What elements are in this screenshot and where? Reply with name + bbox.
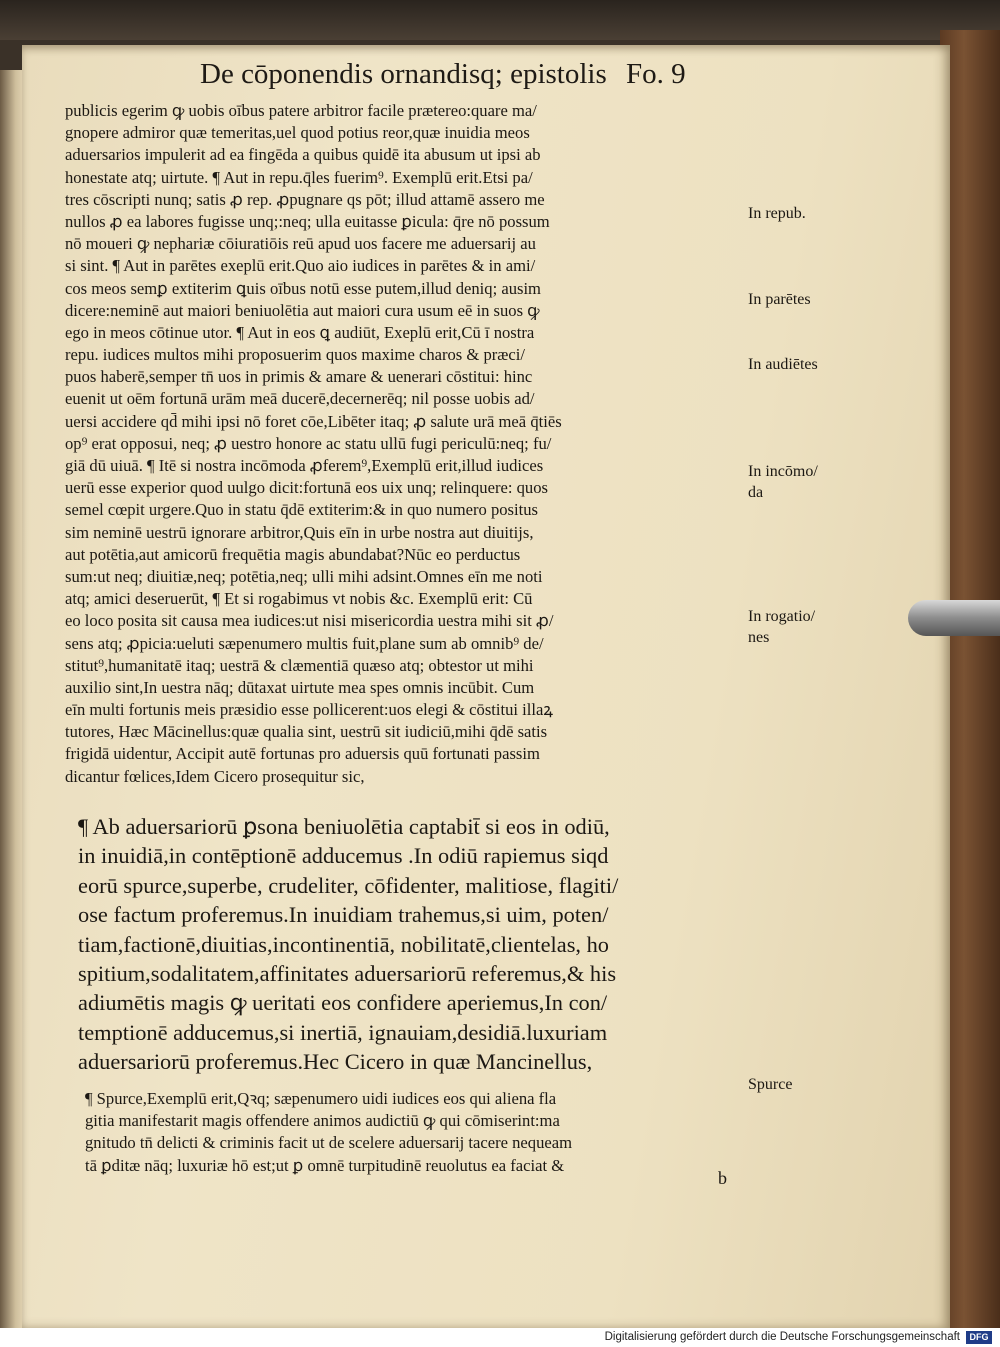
marginal-note-line: In incōmo/ xyxy=(748,463,818,480)
text-line: atq; amici deseruerūt, ¶ Et si rogabimus vt nobis &c. Exemplū erit: Cū xyxy=(65,589,533,609)
dfg-logo-icon: DFG xyxy=(966,1331,992,1344)
commentary-text-block-2 xyxy=(85,1088,765,1177)
text-line: sim neminē uestrū ignorare arbitror,Quis eīn in urbe nostra aut diuitijs, xyxy=(65,522,534,542)
text-line: stitut⁹,humanitatē itaq; uestrā & clæmentiā quæso atq; obtestor ut mihi xyxy=(65,655,534,675)
text-line: giā dū uiuā. ¶ Itē si nostra incōmoda ꝓferem⁹,Exemplū erit,illud iudices xyxy=(65,456,544,475)
text-line: cos meos semꝑ extiterim ꝗuis oībus notū esse putem,illud deniq; ausim xyxy=(65,278,541,298)
text-line: spitium,sodalitatem,affinitates aduersariorū referemus,& his xyxy=(78,960,617,986)
text-line: frigidā uidentur, Accipit autē fortunas pro aduersis quū fortunati passim xyxy=(65,744,540,764)
text-line: gitia manifestarit magis offendere animos audictiū ꝙ qui cōmiserint:ma xyxy=(85,1111,560,1131)
signature-mark: b xyxy=(718,1168,727,1188)
marginal-note-in-incommoda xyxy=(748,461,858,503)
text-line: nō moueri ꝙ nephariæ cōiuratiōis reū apud uos facere me aduersarij au xyxy=(65,234,536,254)
marginal-note-in-rogationes xyxy=(748,606,858,648)
marginal-note-line: nes xyxy=(748,629,770,646)
text-line: nullos ꝓ ea labores fugisse unq;:neq; ulla euitasse ꝑicula: q̄re nō possum xyxy=(65,211,550,231)
text-line: eīn multi fortunis meis præsidio esse pollicerent:uos elegi & cōstitui illaꝝ xyxy=(65,700,553,720)
text-line: ¶ Ab aduersariorū ꝑsona beniuolētia captabit̄ si eos in odiū, xyxy=(78,814,610,839)
text-line: ego in meos cōtinue utor. ¶ Aut in eos ꝗ audiūt, Exeplū erit,Cū ī nostra xyxy=(65,322,535,342)
text-line: honestate atq; uirtute. ¶ Aut in repu.q̄les fuerim⁹. Exemplū erit.Etsi pa/ xyxy=(65,167,533,187)
text-line: ¶ Spurce,Exemplū erit,Qꝛq; sæpenumero uidi iudices eos qui aliena fla xyxy=(85,1089,557,1108)
book-cover-top xyxy=(0,0,1000,40)
text-line: auxilio sint,In uestra nāq; dūtaxat uirtute mea spes omnis incūbit. Cum xyxy=(65,677,535,697)
text-line: tā ꝑditæ nāq; luxuriæ hō est;ut ꝑ omnē turpitudinē reuolutus ea faciat & xyxy=(85,1155,565,1175)
text-line: aduersarios impulerit ad ea fingēda a quibus quidē ita abusum ut ipsi ab xyxy=(65,145,541,165)
text-line: sens atq; ꝓpicia:ueluti sæpenumero multis fuit,plane sum ab omnib⁹ de/ xyxy=(65,633,544,653)
running-head xyxy=(200,58,720,98)
text-line: temptionē adducemus,si inertiā, ignauiam,desidiā.luxuriam xyxy=(78,1019,608,1045)
footer-credit: Digitalisierung gefördert durch die Deutsche Forschungsgemeinschaft xyxy=(604,1331,960,1343)
text-line: uersi accidere qd̄ mihi ipsi nō foret cōe,Libēter itaq; ꝓ salute urā meā q̄tiēs xyxy=(65,411,562,431)
text-line: in inuidiā,in contēptionē adducemus .In odiū rapiemus siqd xyxy=(78,843,609,869)
marginal-note-line: da xyxy=(748,484,764,501)
text-line: op⁹ erat opposui, neq; ꝓ uestro honore ac statu ullū fugi periculū:neq; fu/ xyxy=(65,433,552,453)
text-line: dicere:neminē aut maiori beniuolētia aut maiori cura usum eē in suos ꝙ xyxy=(65,300,540,320)
commentary-text-block xyxy=(65,100,755,788)
text-line: eorū spurce,superbe, crudeliter, cōfidenter, malitiose, flagiti/ xyxy=(78,872,619,898)
text-line: semel cœpit urgere.Quo in statu q̄dē extiterim:& in quo numero positus xyxy=(65,500,538,520)
marginal-note-in-repub: In repub. xyxy=(748,205,806,222)
text-line: sum:ut neq; diuitiæ,neq; potētia,neq; ulli mihi adsint.Omnes eīn me noti xyxy=(65,566,543,586)
text-line: puos haberē,semper tn̄ uos in primis & amare & uenerari cōstitui: hinc xyxy=(65,367,533,387)
text-line: adiumētis magis ꝙ ueritati eos confidere aperiemus,In con/ xyxy=(78,990,608,1016)
text-line: ose factum proferemus.In inuidiam trahemus,si uim, poten/ xyxy=(78,902,609,928)
text-line: dicantur fœlices,Idem Cicero prosequitur sic, xyxy=(65,766,365,786)
marginal-note-in-parentes: In parētes xyxy=(748,291,811,308)
text-line: gnopere admiror quæ temeritas,uel quod potius reor,quæ inuidia meos xyxy=(65,123,530,143)
marginal-note-spurce: Spurce xyxy=(748,1076,793,1093)
text-line: tres cōscripti nunq; satis ꝓ rep. ꝓpugnare qs pōt; illud attamē assero me xyxy=(65,189,545,209)
folio-number: Fo. 9 xyxy=(626,58,686,90)
text-line: tiam,factionē,diuitias,incontinentiā, nobilitatē,clientelas, ho xyxy=(78,931,610,957)
text-line: gnitudo tn̄ delicti & criminis facit ut de scelere aduersarij tacere nequeam xyxy=(85,1133,573,1153)
marginal-note-line: In rogatio/ xyxy=(748,608,816,625)
cicero-quotation-block xyxy=(78,812,768,1077)
text-line: euenit ut oēm fortunā urām meā ducerē,decernerēq; nil posse uobis ad/ xyxy=(65,389,535,409)
text-line: eo loco posita sit causa mea iudices:ut nisi misericordia uestra mihi sit ꝓ/ xyxy=(65,611,554,631)
page-clip-icon xyxy=(908,600,1000,636)
running-head-title: De cōponendis ornandisq; epistolis xyxy=(200,58,607,90)
text-line: publicis egerim ꝙ uobis oībus patere arbitror facile prætereo:quare ma/ xyxy=(65,101,537,120)
text-line: repu. iudices multos mihi proposuerim quos maxime charos & præci/ xyxy=(65,345,525,365)
text-line: tutores, Hæc Mācinellus:quæ qualia sint, uestrū sit iudiciū,mihi q̄dē satis xyxy=(65,722,548,742)
marginal-note-in-audientes: In audiētes xyxy=(748,356,818,373)
text-line: aut potētia,aut amicorū frequētia magis abundabat?Nūc eo perductus xyxy=(65,544,521,564)
text-line: si sint. ¶ Aut in parētes exeplū erit.Quo aio iudices in parētes & in ami/ xyxy=(65,256,536,276)
text-line: aduersariorū proferemus.Hec Cicero in quæ Mancinellus, xyxy=(78,1049,593,1075)
text-line: uerū esse experior quod uulgo dicit:fortunā eos uix unq; relinquere: quos xyxy=(65,478,548,498)
